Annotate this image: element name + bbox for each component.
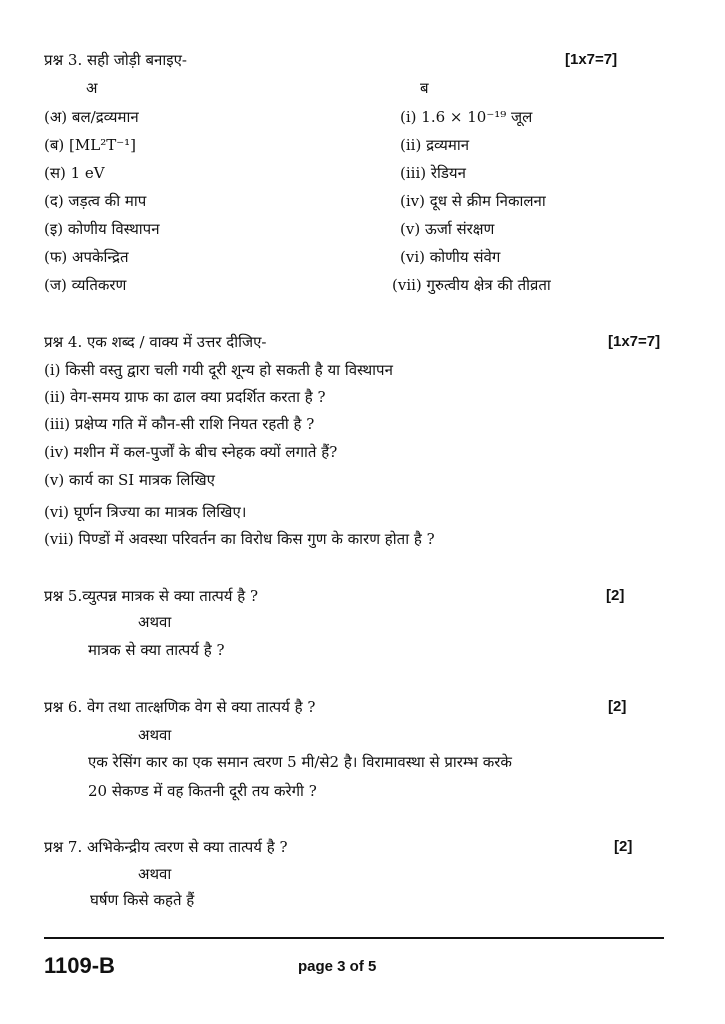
q3-col-a-item: (स) 1 eV	[44, 164, 105, 182]
q4-item: (ii) वेग-समय ग्राफ का ढाल क्या प्रदर्शित करता है ?	[44, 388, 326, 406]
q3-marks: [1x7=7]	[565, 51, 618, 68]
q7-or: अथवा	[138, 865, 172, 883]
q3-col-b-item: (v) ऊर्जा संरक्षण	[400, 220, 495, 238]
q4-title: प्रश्न 4. एक शब्द / वाक्य में उत्तर दीजिए-	[44, 333, 267, 351]
q4-marks: [1x7=7]	[608, 333, 661, 350]
q3-col-a-item: (ज) व्यतिकरण	[44, 276, 127, 294]
q6-title: प्रश्न 6. वेग तथा तात्क्षणिक वेग से क्या तात्पर्य है ?	[44, 698, 316, 716]
q3-title: प्रश्न 3. सही जोड़ी बनाइए-	[44, 51, 187, 69]
q5-alt: मात्रक से क्या तात्पर्य है ?	[88, 641, 225, 659]
q5-marks: [2]	[606, 587, 625, 604]
q4-item: (iv) मशीन में कल-पुर्जों के बीच स्नेहक क्यों लगाते हैं?	[44, 443, 338, 461]
q3-col-b-item: (ii) द्रव्यमान	[400, 136, 470, 154]
q5-title: प्रश्न 5.व्युत्पन्न मात्रक से क्या तात्पर्य है ?	[44, 587, 258, 605]
q3-col-b-item: (iii) रेडियन	[400, 164, 466, 182]
q4-item: (vi) घूर्णन त्रिज्या का मात्रक लिखिए।	[44, 503, 247, 521]
q3-col-a-item: (अ) बल/द्रव्यमान	[44, 108, 139, 126]
q6-alt-line1: एक रेसिंग कार का एक समान त्वरण 5 मी/से2 है। विरामावस्था से प्रारम्भ करके	[88, 753, 512, 771]
q4-item: (vii) पिण्डों में अवस्था परिवर्तन का विरोध किस गुण के कारण होता है ?	[44, 530, 435, 548]
q3-col-b-item: (vi) कोणीय संवेग	[400, 248, 501, 266]
q6-or: अथवा	[138, 726, 172, 744]
q4-item: (i) किसी वस्तु द्वारा चली गयी दूरी शून्य हो सकती है या विस्थापन	[44, 361, 393, 379]
q7-title: प्रश्न 7. अभिकेन्द्रीय त्वरण से क्या तात्पर्य है ?	[44, 838, 288, 856]
paper-code: 1109-B	[44, 953, 115, 978]
q3-col-a-item: (द) जड़त्व की माप	[44, 192, 147, 210]
q3-col-a-item: (ब) [ML²T⁻¹]	[44, 136, 137, 154]
q7-marks: [2]	[614, 838, 633, 855]
q3-col-b-item: (i) 1.6 × 10⁻¹⁹ जूल	[400, 108, 533, 126]
q3-col-b-header: ब	[420, 79, 429, 97]
q5-or: अथवा	[138, 613, 172, 631]
q3-col-b-item: (vii) गुरुत्वीय क्षेत्र की तीव्रता	[392, 276, 551, 294]
q6-alt-line2: 20 सेकण्ड में वह कितनी दूरी तय करेगी ?	[88, 782, 317, 800]
q3-col-a-item: (फ) अपकेन्द्रित	[44, 248, 129, 266]
page-number: page 3 of 5	[298, 958, 377, 975]
footer-divider	[44, 937, 664, 939]
q7-alt: घर्षण किसे कहते हैं	[90, 891, 195, 909]
q4-item: (v) कार्य का SI मात्रक लिखिए	[44, 471, 215, 489]
q3-col-a-header: अ	[86, 79, 98, 97]
q3-col-b-item: (iv) दूध से क्रीम निकालना	[400, 192, 546, 210]
q3-col-a-item: (इ) कोणीय विस्थापन	[44, 220, 160, 238]
q4-item: (iii) प्रक्षेप्य गति में कौन-सी राशि नियत रहती है ?	[44, 415, 315, 433]
q6-marks: [2]	[608, 698, 627, 715]
